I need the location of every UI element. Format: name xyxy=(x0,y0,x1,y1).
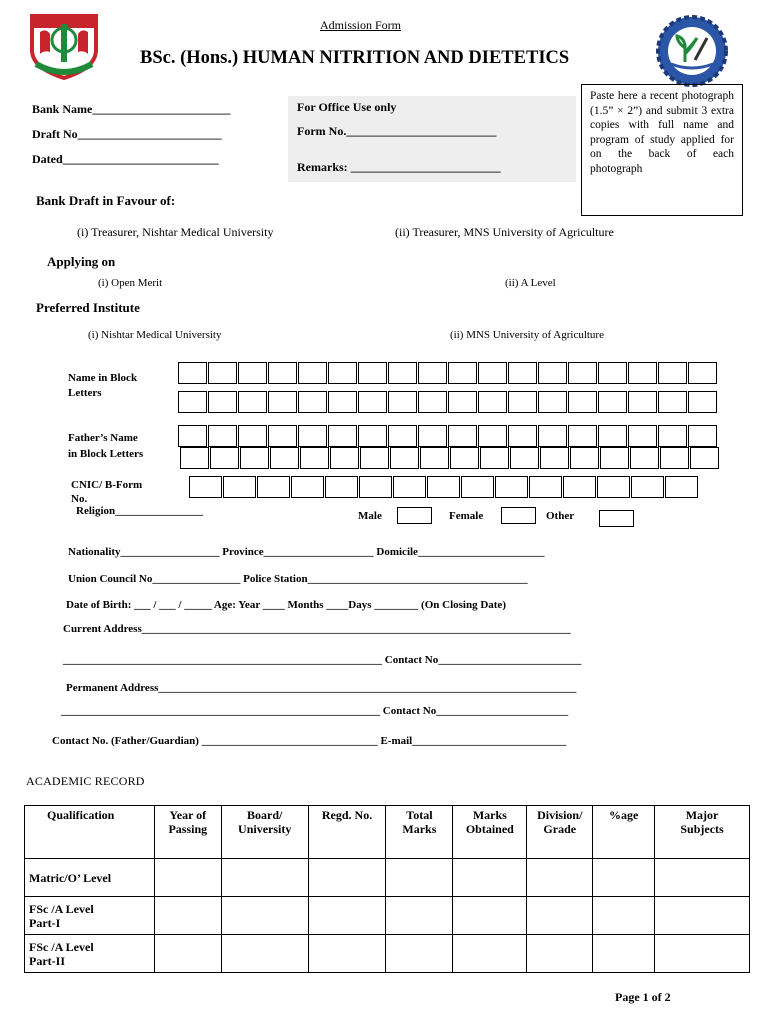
gender-other-label: Other xyxy=(546,510,575,522)
institute-option-1[interactable]: (i) Nishtar Medical University xyxy=(88,329,222,341)
current-address-line[interactable]: Current Address______________________________________________________________________________ xyxy=(63,623,571,635)
academic-table xyxy=(24,805,750,973)
table-row xyxy=(25,897,750,935)
academic-heading: ACADEMIC RECORD xyxy=(26,774,145,788)
dob-line[interactable]: Date of Birth: ___ / ___ / _____ Age: Year ____ Months ____Days ________ (On Closing Date) xyxy=(66,599,506,611)
row-label: FSc /A Level Part-II xyxy=(25,935,155,973)
bank-draft-option-2[interactable]: (ii) Treasurer, MNS University of Agriculture xyxy=(395,225,614,239)
table-cell[interactable] xyxy=(308,935,386,973)
religion-field[interactable]: Religion________________ xyxy=(76,505,204,517)
table-cell[interactable] xyxy=(308,897,386,935)
bank-name-field[interactable]: Bank Name_______________________ xyxy=(32,102,231,116)
table-cell[interactable] xyxy=(154,897,221,935)
col-obtained: Marks Obtained xyxy=(453,806,527,859)
mns-university-logo xyxy=(655,14,729,88)
table-cell[interactable] xyxy=(453,859,527,897)
table-row xyxy=(25,935,750,973)
nishtar-logo xyxy=(26,10,102,82)
table-cell[interactable] xyxy=(154,935,221,973)
table-row xyxy=(25,859,750,897)
name-label: Name in Block Letters xyxy=(68,372,138,399)
table-cell[interactable] xyxy=(593,935,655,973)
col-subjects: Major Subjects xyxy=(655,806,750,859)
applying-option-2[interactable]: (ii) A Level xyxy=(505,277,556,289)
draft-no-field[interactable]: Draft No________________________ xyxy=(32,127,222,141)
cnic-grid[interactable] xyxy=(189,476,699,498)
office-heading: For Office Use only xyxy=(297,100,397,114)
institute-heading: Preferred Institute xyxy=(36,300,140,315)
gender-female-label: Female xyxy=(449,510,484,522)
col-total: Total Marks xyxy=(386,806,453,859)
table-cell[interactable] xyxy=(386,935,453,973)
col-board: Board/ University xyxy=(221,806,308,859)
applying-option-1[interactable]: (i) Open Merit xyxy=(98,277,163,289)
program-title: BSc. (Hons.) HUMAN NITRITION AND DIETETICS xyxy=(140,48,570,68)
institute-option-2[interactable]: (ii) MNS University of Agriculture xyxy=(450,329,604,341)
gender-other-checkbox[interactable] xyxy=(599,510,634,527)
gender-female-checkbox[interactable] xyxy=(501,507,536,524)
row-label: FSc /A Level Part-I xyxy=(25,897,155,935)
table-cell[interactable] xyxy=(386,897,453,935)
form-label: Admission Form xyxy=(320,18,402,32)
table-cell[interactable] xyxy=(527,935,593,973)
table-cell[interactable] xyxy=(453,935,527,973)
permanent-address-line-2[interactable]: __________________________________________________________ Contact No________________________ xyxy=(61,705,569,717)
current-address-line-2[interactable]: __________________________________________________________ Contact No__________________________ xyxy=(63,654,582,666)
table-cell[interactable] xyxy=(593,897,655,935)
dated-field[interactable]: Dated__________________________ xyxy=(32,152,219,166)
table-cell[interactable] xyxy=(655,859,750,897)
applying-heading: Applying on xyxy=(47,254,116,269)
table-cell[interactable] xyxy=(655,897,750,935)
col-percentage: %age xyxy=(593,806,655,859)
father-name-label: Father’s Name in Block Letters xyxy=(68,432,144,460)
page-number: Page 1 of 2 xyxy=(615,990,671,1004)
table-cell[interactable] xyxy=(221,935,308,973)
name-grid-row-2[interactable] xyxy=(178,391,718,413)
remarks-field[interactable]: Remarks: _________________________ xyxy=(297,160,501,174)
father-grid-row-2[interactable] xyxy=(180,447,720,469)
photo-box[interactable]: Paste here a recent photograph (1.5” × 2”) and submit 3 extra copies with full name and program of study applied for on the back of each photograph xyxy=(581,84,743,216)
guardian-contact-line[interactable]: Contact No. (Father/Guardian) ________________________________ E-mail____________________________ xyxy=(52,735,567,747)
nationality-line[interactable]: Nationality__________________ Province____________________ Domicile_______________________ xyxy=(68,546,545,558)
bank-draft-heading: Bank Draft in Favour of: xyxy=(36,193,176,208)
table-cell[interactable] xyxy=(154,859,221,897)
table-cell[interactable] xyxy=(386,859,453,897)
permanent-address-line[interactable]: Permanent Address____________________________________________________________________________ xyxy=(66,682,577,694)
table-cell[interactable] xyxy=(453,897,527,935)
table-cell[interactable] xyxy=(308,859,386,897)
gender-male-label: Male xyxy=(358,510,382,522)
bank-draft-option-1[interactable]: (i) Treasurer, Nishtar Medical University xyxy=(77,225,274,239)
table-cell[interactable] xyxy=(655,935,750,973)
table-cell[interactable] xyxy=(527,859,593,897)
gender-male-checkbox[interactable] xyxy=(397,507,432,524)
name-grid-row-1[interactable] xyxy=(178,362,718,384)
col-qualification: Qualification xyxy=(25,806,155,859)
form-no-field[interactable]: Form No._________________________ xyxy=(297,124,497,138)
father-grid-row-1[interactable] xyxy=(178,425,718,447)
row-label: Matric/O’ Level xyxy=(25,859,155,897)
cnic-label: CNIC/ B-Form No. xyxy=(71,479,143,505)
table-cell[interactable] xyxy=(221,897,308,935)
table-cell[interactable] xyxy=(527,897,593,935)
col-regd: Regd. No. xyxy=(308,806,386,859)
col-division: Division/ Grade xyxy=(527,806,593,859)
table-cell[interactable] xyxy=(593,859,655,897)
union-council-line[interactable]: Union Council No________________ Police Station________________________________________ xyxy=(68,573,528,585)
table-cell[interactable] xyxy=(221,859,308,897)
col-year: Year of Passing xyxy=(154,806,221,859)
